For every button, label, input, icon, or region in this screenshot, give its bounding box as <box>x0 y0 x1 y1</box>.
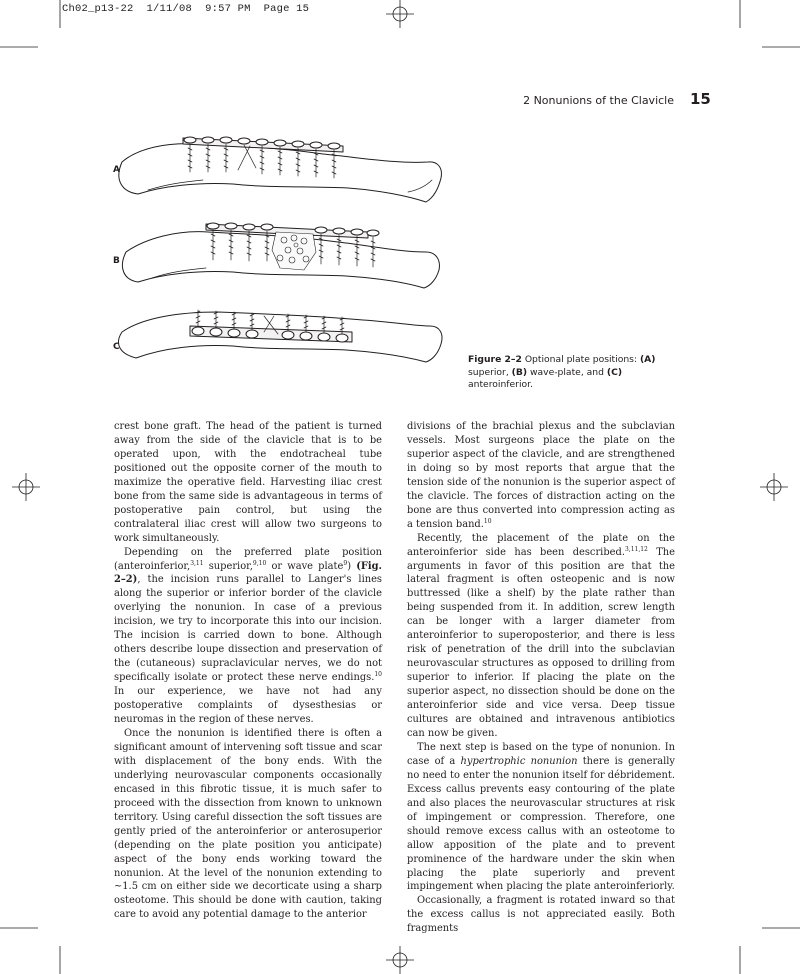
slug-date: 1/11/08 <box>146 3 193 15</box>
text-run: The next step is based on the type of nonunion. In case of a <box>407 741 675 767</box>
text-run: , the incision runs parallel to Langer's lines along the superior or inferior border of the clavicle overlying the nonunion. In case of a previous incision, we try to incorporate this into our incision. The incision is carried down to bone. Although others describe loupe dissection and preservation of the (cutaneous) supraclavicular nerves, we do not specifically isolate or protect these nerve endings. <box>114 574 382 684</box>
right-column <box>407 420 675 936</box>
figure-2-2-illustration <box>108 120 468 390</box>
citation: 10 <box>374 671 382 679</box>
paragraph <box>407 532 675 741</box>
caption-label: Figure 2–2 <box>468 354 522 365</box>
crop-mark-bottom-left <box>0 928 60 974</box>
crop-mark-bottom-right <box>740 928 800 974</box>
citation: 10 <box>483 517 492 525</box>
caption-ref-b: (B) <box>511 366 528 378</box>
registration-mark-left <box>12 473 40 501</box>
panel-c-clavicle-anteroinferior-plate <box>118 310 442 362</box>
text-run: In our experience, we have not had any postoperative complaints of dysesthesias or neuromas in the region of these nerves. <box>114 686 382 726</box>
text-run: there is generally no need to enter the nonunion itself for débridement. Excess callus prevents easy contouring of the plate and also places the neurovascular structures at risk of impingement or compression. Therefore, one should remove excess callus with an osteotome to allow apposition of the plate and to prevent prominence of the hardware under the skin when placing the plate superiorly and prevent impingement when placing the plate anteroinferiorly. <box>407 755 675 893</box>
registration-mark-bottom <box>386 946 414 974</box>
paragraph: Once the nonunion is identified there is often a significant amount of intervening soft tissue and scar with displacement of the bony ends. With the underlying neurovascular components occasionally encased in this fibrotic tissue, it is much safer to proceed with the dissection from known to unknown territory. Using careful dissection the soft tissues are gently pried of the anteroinferior or anterosuperior (depending on the plate position you anticipate) aspect of the bony ends working toward the nonunion. At the level of the nonunion extending to ~1.5 cm on either side we decorticate using a sharp osteotome. This should be done with caution, taking care to avoid any potential damage to the anterior <box>114 727 382 921</box>
panel-label-a: A <box>113 165 120 175</box>
registration-mark-top <box>386 0 414 28</box>
registration-mark-right <box>760 473 788 501</box>
citation: 3,11 <box>190 559 204 567</box>
citation: 3,11,12 <box>624 545 648 553</box>
running-head: 2 Nonunions of the Clavicle <box>523 94 674 107</box>
citation: 9,10 <box>252 559 267 567</box>
caption-text: anteroinferior. <box>468 379 533 390</box>
slug-file: Ch02_p13-22 <box>62 3 134 15</box>
panel-a-clavicle-superior-plate <box>119 137 442 202</box>
text-run: superior, <box>203 560 253 572</box>
paragraph: Occasionally, a fragment is rotated inward so that the excess callus is not appreciated easily. Both fragments <box>407 895 675 935</box>
figure-reference: (Fig. 2–2) <box>114 560 382 586</box>
emphasis: hypertrophic nonunion <box>460 755 578 767</box>
panel-label-b: B <box>113 256 120 266</box>
paragraph <box>114 546 382 727</box>
caption-text: superior, <box>468 366 509 378</box>
paragraph <box>407 420 675 532</box>
paragraph <box>407 741 675 894</box>
figure-caption <box>468 354 683 392</box>
crop-mark-top-right <box>740 0 800 47</box>
text-run: Depending on the preferred plate position (anteroinferior, <box>114 546 382 572</box>
caption-text: wave-plate, and <box>530 366 604 378</box>
crop-mark-top-left <box>0 0 60 47</box>
slug-time: 9:57 PM <box>205 3 251 15</box>
caption-ref-a: (A) <box>639 354 656 365</box>
left-column <box>114 420 382 922</box>
text-run: The arguments in favor of this position are that the lateral fragment is often osteopenic and is now buttressed (like a shelf) by the plate rather than being suspended from it. In addition, screw length can be longer with a larger diameter from anteroinferior to superoposterior, and there is less risk of penetration of the drill into the subclavian neurovascular structures as opposed to drilling from superior to inferior. If placing the plate on the superior aspect, no dissection should be done on the anteroinferior side and vice versa. Deep tissue cultures are obtained and intravenous antibiotics can now be given. <box>407 546 675 739</box>
caption-ref-c: (C) <box>606 366 623 378</box>
citation: 9 <box>343 559 348 567</box>
page-number: 15 <box>690 90 711 108</box>
panel-label-c: C <box>113 342 120 352</box>
paragraph: crest bone graft. The head of the patient is turned away from the side of the clavicle that is to be operated upon, with the endotracheal tube positioned out the opposite corner of the mouth to maximize the operative field. Harvesting iliac crest bone from the same side is advantageous in terms of postoperative pain control, but using the contralateral iliac crest will allow two surgeons to work simultaneously. <box>114 421 382 544</box>
slug-page: Page 15 <box>263 3 310 15</box>
text-run: divisions of the brachial plexus and the subclavian vessels. Most surgeons place the plate on the superior aspect of the clavicle, and are strengthened in doing so by most reports that argue that the tension side of the nonunion is the superior aspect of the clavicle. The forces of distraction acting on the bone are thus converted into compression acting as a tension band. <box>407 421 675 530</box>
caption-text: Optional plate positions: <box>524 354 638 365</box>
text-run: Recently, the placement of the plate on the anteroinferior side has been described. <box>407 532 675 558</box>
printer-slug <box>62 3 309 15</box>
bone-graft <box>272 232 316 270</box>
text-run: ) <box>347 560 357 572</box>
panel-b-clavicle-wave-plate <box>122 223 439 288</box>
text-run: or wave plate <box>266 560 344 572</box>
